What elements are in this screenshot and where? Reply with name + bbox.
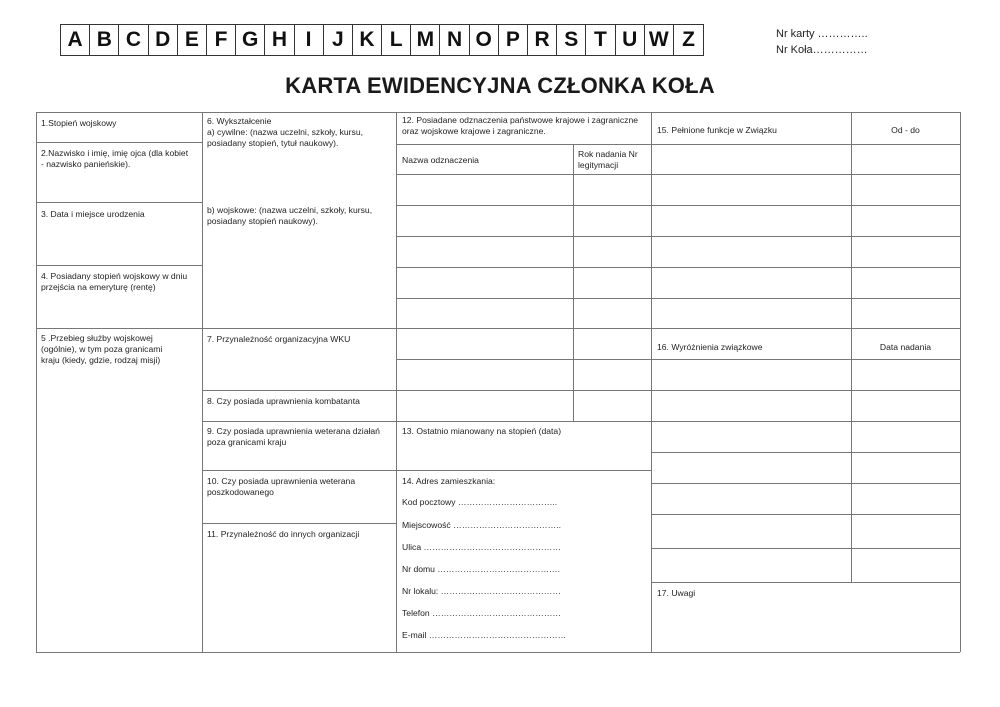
row-divider xyxy=(396,390,651,391)
row-divider xyxy=(36,265,202,266)
column-divider xyxy=(202,112,203,652)
grid-border-left xyxy=(36,112,37,652)
field-3-label: 3. Data i miejsce urodzenia xyxy=(41,209,145,219)
row-divider xyxy=(202,328,396,329)
column-divider xyxy=(396,112,397,652)
column-divider xyxy=(651,112,652,652)
field-1-label: 1.Stopień wojskowy xyxy=(41,118,117,128)
index-letter-cell: S xyxy=(557,25,586,55)
field-9-label: 9. Czy posiada uprawnienia weterana działań poza granicami kraju xyxy=(207,426,380,447)
field-6a-label: a) cywilne: (nazwa uczelni, szkoły, kursu, posiadany stopień, tytuł naukowy). xyxy=(207,127,364,148)
page-title: KARTA EWIDENCYJNA CZŁONKA KOŁA xyxy=(285,73,715,98)
column-divider xyxy=(573,144,574,421)
row-divider xyxy=(651,144,960,145)
row-divider xyxy=(36,142,202,143)
row-divider xyxy=(396,298,651,299)
street-line: Ulica ………………………………………… xyxy=(402,542,561,552)
row-divider xyxy=(651,390,960,391)
row-divider xyxy=(651,452,960,453)
row-divider xyxy=(396,421,651,422)
grid-border-top xyxy=(36,112,960,113)
award-date-header: Data nadania xyxy=(879,342,932,352)
index-letter-cell: Z xyxy=(682,28,695,51)
field-11-label: 11. Przynależność do innych organizacji xyxy=(207,529,360,539)
row-divider xyxy=(396,205,651,206)
row-divider xyxy=(651,548,960,549)
index-letter-cell: P xyxy=(499,25,528,55)
index-letter-cell: M xyxy=(411,25,440,55)
circle-number-label: Nr Koła…………… xyxy=(776,44,868,56)
row-divider xyxy=(396,470,651,471)
row-divider xyxy=(396,267,651,268)
postal-code-line: Kod pocztowy …………………………….. xyxy=(402,497,558,507)
field-17-label: 17. Uwagi xyxy=(657,588,696,598)
field-6b-label: b) wojskowe: (nazwa uczelni, szkoły, kursu, posiadany stopień naukowy). xyxy=(207,205,373,226)
index-letter-cell: O xyxy=(470,25,499,55)
email-line: E-mail ………………………………………… xyxy=(402,630,567,640)
city-line: Miejscowość ……………………………….. xyxy=(402,520,561,530)
award-year-header: Rok nadania Nr legitymacji xyxy=(578,149,638,170)
index-letter-cell: R xyxy=(528,25,557,55)
index-letter-cell: A xyxy=(61,25,90,55)
phone-line: Telefon ……………………………………… xyxy=(402,608,562,618)
index-letter-cell: G xyxy=(236,25,265,55)
field-16-label: 16. Wyróżnienia związkowe xyxy=(657,342,763,352)
row-divider xyxy=(651,328,960,329)
row-divider xyxy=(651,421,960,422)
field-13-label: 13. Ostatnio mianowany na stopień (data) xyxy=(402,426,562,436)
index-letter-cell: N xyxy=(440,25,469,55)
row-divider xyxy=(202,470,396,471)
row-divider xyxy=(396,174,651,175)
row-divider xyxy=(651,298,960,299)
index-letter-cell: H xyxy=(265,25,294,55)
index-letter-cell: W xyxy=(645,25,674,55)
apartment-number-line: Nr lokalu: …………………………………… xyxy=(402,586,561,596)
index-letter-cell: B xyxy=(90,25,119,55)
row-divider xyxy=(651,514,960,515)
house-number-line: Nr domu ……………………………………. xyxy=(402,564,561,574)
index-letter-cell: J xyxy=(324,25,353,55)
row-divider xyxy=(651,236,960,237)
field-15-label: 15. Pełnione funkcje w Związku xyxy=(657,125,777,135)
row-divider xyxy=(396,236,651,237)
field-14-label: 14. Adres zamieszkania: xyxy=(402,476,496,486)
index-letter-cell: E xyxy=(178,25,207,55)
index-letter-cell: I xyxy=(295,25,324,55)
row-divider xyxy=(651,359,960,360)
row-divider xyxy=(396,328,651,329)
row-divider xyxy=(202,523,396,524)
row-divider xyxy=(202,421,396,422)
index-letter-cell: L xyxy=(382,25,411,55)
row-divider xyxy=(36,328,202,329)
row-divider xyxy=(202,390,396,391)
field-8-label: 8. Czy posiada uprawnienia kombatanta xyxy=(207,396,360,406)
row-divider xyxy=(651,267,960,268)
index-letter-cell: T xyxy=(586,25,615,55)
index-letter-cell: F xyxy=(207,25,236,55)
row-divider xyxy=(651,205,960,206)
row-divider xyxy=(651,483,960,484)
index-letter-cell: C xyxy=(119,25,148,55)
index-letter-cell: U xyxy=(616,25,645,55)
alphabet-index-strip xyxy=(60,24,704,56)
field-2-label: 2.Nazwisko i imię, imię ojca (dla kobiet - nazwisko panieńskie). xyxy=(41,148,189,169)
grid-border-bottom xyxy=(36,652,960,653)
row-divider xyxy=(396,359,651,360)
from-to-header: Od - do xyxy=(891,125,920,135)
field-4-label: 4. Posiadany stopień wojskowy w dniu przejścia na emeryturę (rentę) xyxy=(41,271,188,292)
row-divider xyxy=(396,144,651,145)
field-5-label: 5 .Przebieg służby wojskowej (ogólnie), w tym poza granicami kraju (kiedy, gdzie, rodzaj misji) xyxy=(41,333,163,365)
row-divider xyxy=(651,174,960,175)
card-number-label: Nr karty ………….. xyxy=(776,28,868,40)
row-divider xyxy=(36,202,202,203)
row-divider xyxy=(651,582,960,583)
decoration-name-header: Nazwa odznaczenia xyxy=(402,155,479,165)
grid-border-right xyxy=(960,112,961,652)
record-form-grid xyxy=(36,112,960,652)
field-6-label: 6. Wykształcenie xyxy=(207,116,272,126)
field-12-label: 12. Posiadane odznaczenia państwowe krajowe i zagraniczne oraz wojskowe krajowe i zagraniczne. xyxy=(402,115,638,136)
field-10-label: 10. Czy posiada uprawnienia weterana poszkodowanego xyxy=(207,476,356,497)
field-7-label: 7. Przynależność organizacyjna WKU xyxy=(207,334,351,344)
index-letter-cell: D xyxy=(149,25,178,55)
index-letter-cell: K xyxy=(353,25,382,55)
